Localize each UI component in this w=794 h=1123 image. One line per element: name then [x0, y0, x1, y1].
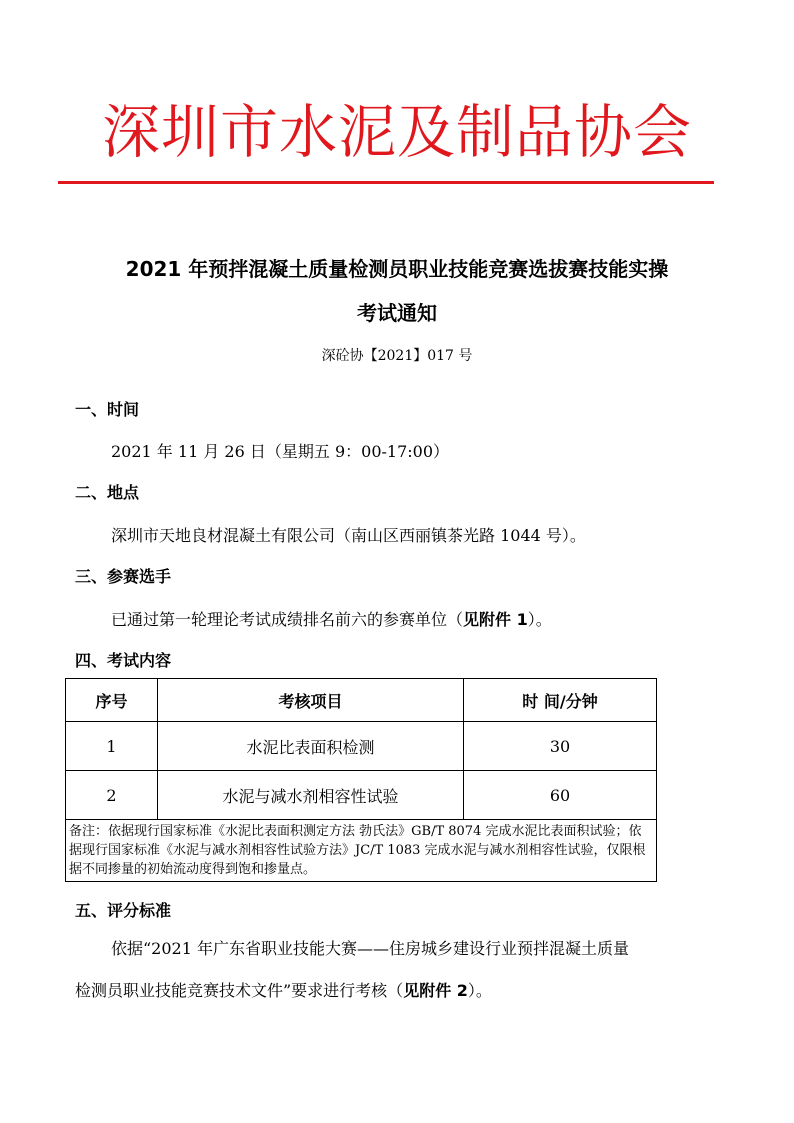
- exam-content-table: [65, 678, 657, 882]
- table-cell-item: 水泥比表面积检测: [158, 722, 464, 771]
- document-title-line-2: 考试通知: [357, 301, 437, 325]
- table-header-cell: 序号: [66, 679, 158, 722]
- table-header-row: [66, 679, 657, 722]
- table-cell-duration: 60: [464, 771, 657, 820]
- scoring-text-before: 检测员职业技能竞赛技术文件”要求进行考核（: [75, 981, 404, 1000]
- document-title-line-1: 2021 年预拌混凝土质量检测员职业技能竞赛选拔赛技能实操: [125, 257, 669, 281]
- participants-text-after: ）。: [527, 610, 552, 629]
- section-heading-time: 一、时间: [75, 400, 140, 419]
- document-title: [70, 247, 724, 335]
- table-row: [66, 722, 657, 771]
- table-header-cell: 时 间/分钟: [464, 679, 657, 722]
- table-note-row: [66, 820, 657, 882]
- table-cell-number: 2: [66, 771, 158, 820]
- section-heading-location: 二、地点: [75, 483, 140, 502]
- scoring-text-line-2: [75, 979, 492, 1003]
- participants-text: [111, 608, 552, 632]
- location-text: 深圳市天地良材混凝土有限公司（南山区西丽镇茶光路 1044 号）。: [111, 526, 586, 545]
- letterhead-red-rule: [58, 181, 714, 184]
- scoring-attachment-ref: 见附件 2: [403, 981, 468, 1000]
- participants-text-before: 已通过第一轮理论考试成绩排名前六的参赛单位（: [111, 610, 464, 629]
- table-header-cell: 考核项目: [158, 679, 464, 722]
- scoring-text-after: ）。: [467, 981, 492, 1000]
- table-cell-number: 1: [66, 722, 158, 771]
- scoring-text-line-1: 依据“2021 年广东省职业技能大赛——住房城乡建设行业预拌混凝土质量: [111, 939, 629, 958]
- table-note: 备注：依据现行国家标准《水泥比表面积测定方法 勃氏法》GB/T 8074 完成水泥比表面积试验；依据现行国家标准《水泥与减水剂相容性试验方法》JC/T 1083 完成水泥与减水剂相容性试验，仅限根据不同掺量的初始流动度得到饱和掺量点。: [66, 820, 657, 882]
- table-cell-duration: 30: [464, 722, 657, 771]
- letterhead-org-name: 深圳市水泥及制品协会: [101, 98, 692, 166]
- document-number: 深砼协【2021】017 号: [321, 348, 473, 364]
- section-heading-scoring: 五、评分标准: [75, 901, 172, 920]
- section-heading-participants: 三、参赛选手: [75, 567, 172, 586]
- time-text: 2021 年 11 月 26 日（星期五 9：00-17:00）: [111, 442, 450, 461]
- table-row: [66, 771, 657, 820]
- table-cell-item: 水泥与减水剂相容性试验: [158, 771, 464, 820]
- section-heading-exam-content: 四、考试内容: [75, 651, 172, 670]
- participants-attachment-ref: 见附件 1: [463, 610, 528, 629]
